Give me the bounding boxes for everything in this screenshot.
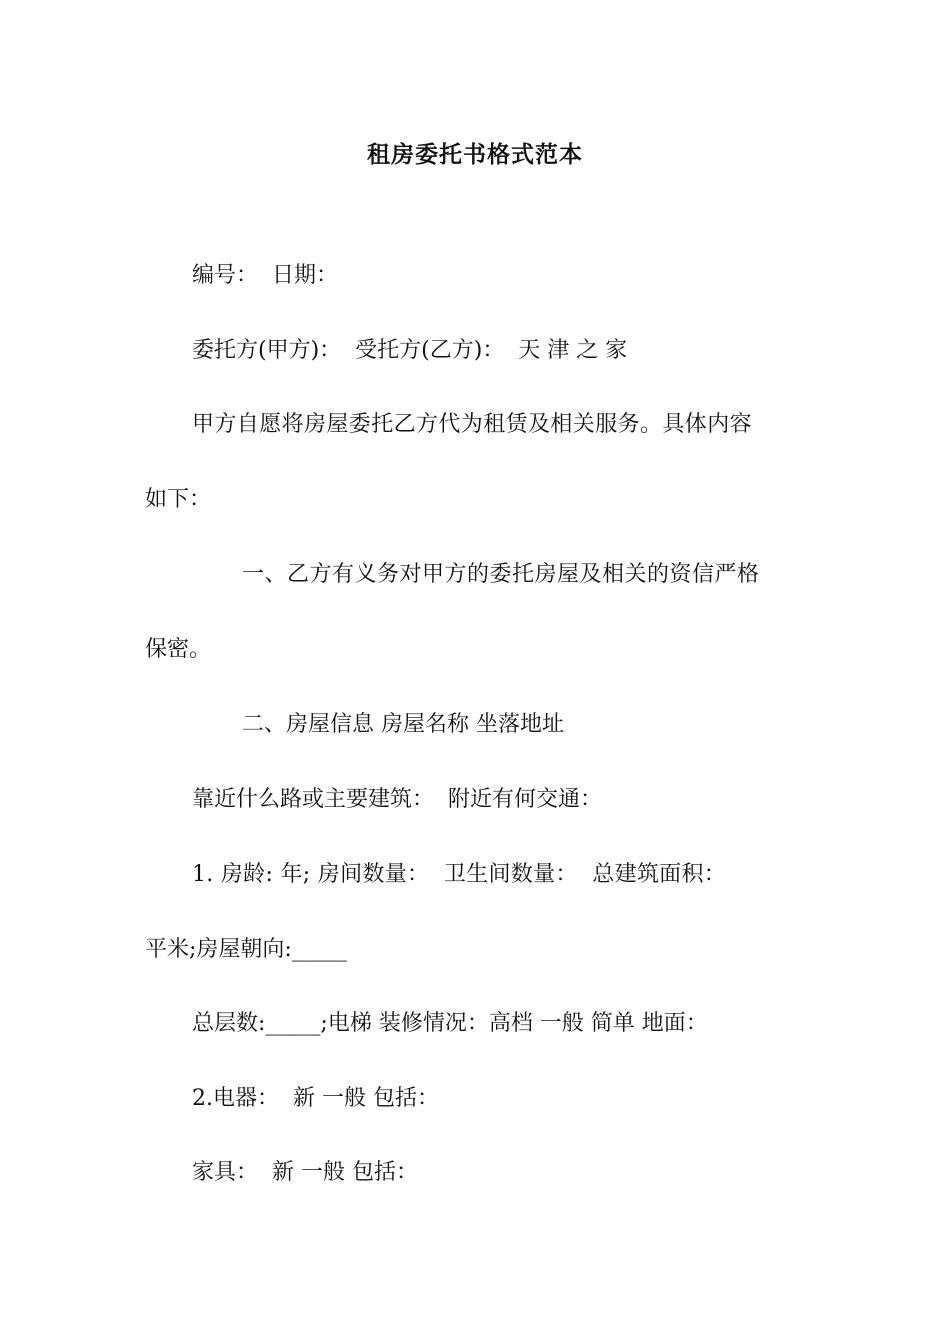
document-title: 租房委托书格式范本 [367,141,583,168]
location-line: 靠近什么路或主要建筑： 附近有何交通： [192,787,602,812]
furniture-line: 家具： 新 一般 包括： [192,1160,418,1185]
parties-line: 委托方(甲方)： 受托方(乙方)： 天 津 之 家 [192,338,628,363]
clause-one-line-1: 一、乙方有义务对甲方的委托房屋及相关的资信严格 [242,562,760,587]
floors-line: 总层数:_____;电梯 装修情况：高档 一般 简单 地面： [192,1011,708,1036]
intro-paragraph-line-2: 如下： [145,487,212,512]
clause-two-heading: 二、房屋信息 房屋名称 坐落地址 [242,712,564,737]
house-age-line-2: 平米;房屋朝向:_____ [145,937,347,962]
clause-one-line-2: 保密。 [145,637,212,662]
number-date-line: 编号： 日期： [192,263,338,288]
house-age-line-1: 1. 房龄: 年; 房间数量： 卫生间数量： 总建筑面积： [192,862,727,887]
intro-paragraph-line-1: 甲方自愿将房屋委托乙方代为租赁及相关服务。具体内容 [192,412,753,437]
appliances-line: 2.电器： 新 一般 包括： [192,1086,439,1111]
